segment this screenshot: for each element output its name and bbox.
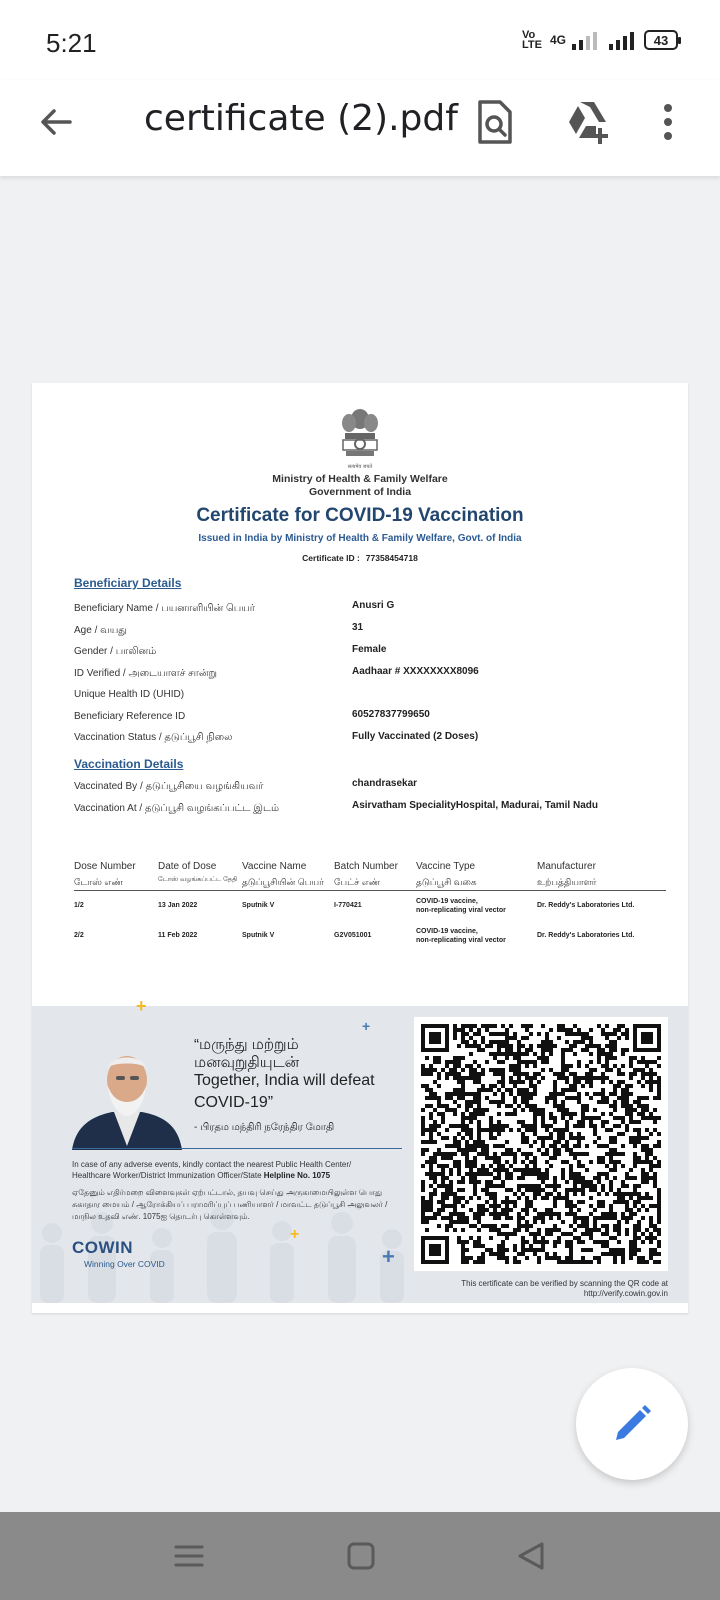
ministry-heading (32, 473, 688, 499)
dose-number: 1/2 (74, 902, 84, 910)
th-en: Vaccine Name (242, 861, 307, 872)
vaccination-at-value: Asirvatham SpecialityHospital, Madurai, Tamil Nadu (352, 800, 598, 811)
find-in-document-icon[interactable] (474, 98, 518, 146)
th-batch-number (334, 858, 416, 891)
qr-code-icon (421, 1024, 661, 1264)
quote-attribution: - பிரதம மந்திரி நரேந்திர மோதி (194, 1122, 335, 1133)
th-vaccine-name (242, 858, 334, 891)
helpline-number: Helpline No. 1075 (263, 1171, 331, 1180)
dose-manufacturer: Dr. Reddy's Laboratories Ltd. (537, 932, 635, 939)
status-bar (0, 0, 720, 80)
dose-type-line: non-replicating viral vector (416, 936, 506, 944)
helpline-body: In case of any adverse events, kindly contact the nearest Public Health Center/ Healthcare Worker/District Immunization Officer/State (72, 1160, 352, 1180)
age-label: Age / வயது (74, 625, 127, 636)
network-type-indicator: 4G (549, 33, 566, 47)
certificate-id-label: Certificate ID : (302, 553, 360, 563)
footer-divider (72, 1148, 402, 1149)
dose-type-line: COVID-19 vaccine, (416, 897, 478, 905)
battery-icon: 43 (644, 30, 678, 50)
more-vert-icon[interactable] (658, 98, 678, 146)
add-to-drive-icon[interactable] (566, 98, 614, 146)
verify-note (461, 1279, 668, 1299)
vaccination-heading: Vaccination Details (74, 757, 184, 771)
vaccination-status-value: Fully Vaccinated (2 Doses) (352, 731, 479, 742)
verify-line-1: This certificate can be verified by scanning the QR code at (461, 1279, 668, 1288)
dose-type-line: non-replicating viral vector (416, 906, 506, 914)
id-verified-label: ID Verified / அடையாளச் சான்று (74, 668, 217, 679)
th-ta: டோஸ் எண் (74, 877, 123, 887)
th-ta: தடுப்பூசி வகை (416, 877, 477, 887)
status-icons (522, 30, 678, 50)
verify-url: http://verify.cowin.gov.in (583, 1289, 668, 1298)
th-date-of-dose (158, 858, 242, 891)
th-en: Dose Number (74, 861, 136, 872)
plus-decor-icon: + (136, 996, 147, 1016)
plus-decor-icon: + (362, 1018, 371, 1034)
dose-batch: I-770421 (334, 902, 362, 910)
helpline-text (72, 1159, 392, 1181)
th-ta: உற்பத்தியாளர் (537, 877, 597, 887)
home-square-icon[interactable] (343, 1540, 379, 1572)
vaccinated-by-label: Vaccinated By / தடுப்பூசியை வழங்கியவர் (74, 781, 264, 792)
emblem-caption: सत्यमेव जयते (347, 464, 373, 470)
th-manufacturer (537, 858, 666, 891)
th-en: Batch Number (334, 861, 398, 872)
dose-type-line: COVID-19 vaccine, (416, 927, 478, 935)
gender-label: Gender / பாலினம் (74, 646, 157, 657)
status-time: 5:21 (46, 28, 97, 58)
edit-button[interactable] (576, 1368, 688, 1480)
dose-table-header (74, 858, 666, 891)
document-title: certificate (2).pdf (144, 98, 458, 139)
beneficiary-name-label: Beneficiary Name / பயனாளியின் பெயர் (74, 603, 256, 614)
pdf-page[interactable] (32, 383, 688, 1313)
th-en: Date of Dose (158, 861, 217, 872)
ministry-line-2: Government of India (308, 486, 412, 498)
vaccination-status-label: Vaccination Status / தடுப்பூசி நிலை (74, 732, 233, 743)
th-en: Vaccine Type (416, 861, 476, 872)
plus-decor-icon: + (290, 1226, 300, 1243)
reference-id-label: Beneficiary Reference ID (74, 711, 186, 722)
reference-id-value: 60527837799650 (352, 709, 430, 720)
gender-value: Female (352, 644, 387, 655)
quote-tamil: “மருந்து மற்றும் மனவுறுதியுடன் (194, 1036, 300, 1071)
dose-vaccine: Sputnik V (242, 932, 275, 939)
beneficiary-heading: Beneficiary Details (74, 576, 182, 590)
dose-date: 13 Jan 2022 (158, 902, 198, 910)
cowin-logo: COWIN (72, 1238, 134, 1257)
helpline-tamil: ஏதேனும் எதிர்மறை விளைவுகள் ஏற்பட்டால், தயவு செய்து அருகாமையிலுள்ள பொது சுகாதார மையம் / ஆரோக்கியப் பராமரிப்புப் பணியாளர் / மாவட்ட தடுப்பூசி அலுவலர் / மாநில உதவி எண். 1075ஐ தொடர்பு கொள்ளவும். (72, 1188, 388, 1221)
menu-lines-icon[interactable] (172, 1540, 208, 1572)
certificate-title: Certificate for COVID-19 Vaccination (196, 505, 524, 526)
dose-type (416, 891, 537, 921)
certificate-footer (32, 996, 688, 1303)
signal-2-icon (609, 30, 634, 50)
th-ta: தடுப்பூசியின் பெயர் (242, 877, 324, 887)
navigation-bar (0, 1512, 720, 1600)
dose-date: 11 Feb 2022 (158, 932, 198, 939)
vaccinated-by-value: chandrasekar (352, 778, 418, 789)
edit-pencil-icon (610, 1402, 654, 1446)
app-bar (0, 80, 720, 176)
vaccination-at-label: Vaccination At / தடுப்பூசி வழங்கப்பட்ட இடம் (74, 803, 279, 814)
th-vaccine-type (416, 858, 537, 891)
dose-manufacturer: Dr. Reddy's Laboratories Ltd. (537, 902, 635, 910)
th-en: Manufacturer (537, 861, 596, 872)
dose-table (74, 858, 666, 951)
dose-row (74, 891, 666, 921)
dose-type (416, 921, 537, 951)
plus-decor-icon: + (382, 1244, 395, 1269)
uhid-label: Unique Health ID (UHID) (74, 689, 185, 700)
certificate-id (32, 553, 688, 563)
certificate-id-value: 77358454718 (365, 553, 418, 563)
th-dose-number (74, 858, 158, 891)
ministry-line-1: Ministry of Health & Family Welfare (272, 473, 448, 485)
back-triangle-icon[interactable] (514, 1540, 550, 1572)
arrow-back-icon[interactable] (36, 102, 76, 142)
certificate-subtitle: Issued in India by Ministry of Health & Family Welfare, Govt. of India (198, 533, 522, 544)
qr-code (414, 1017, 668, 1271)
signal-1-icon (572, 30, 597, 50)
dose-batch: G2V051001 (334, 932, 372, 939)
dose-vaccine: Sputnik V (242, 902, 275, 910)
quote-english: Together, India will defeat COVID-19” (194, 1072, 375, 1111)
th-ta: டோஸ் வழங்கப்பட்ட தேதி (158, 876, 238, 883)
id-verified-value: Aadhaar # XXXXXXXX8096 (352, 666, 479, 677)
dose-number: 2/2 (74, 932, 84, 939)
dose-row (74, 921, 666, 951)
cowin-tagline: Winning Over COVID (84, 1259, 165, 1269)
beneficiary-name-value: Anusri G (352, 600, 395, 611)
portrait-image (72, 1046, 182, 1150)
age-value: 31 (352, 622, 364, 633)
volte-indicator: Vo LTE (521, 29, 542, 51)
national-emblem-icon (340, 405, 380, 469)
th-ta: பேட்ச் எண் (334, 877, 381, 887)
